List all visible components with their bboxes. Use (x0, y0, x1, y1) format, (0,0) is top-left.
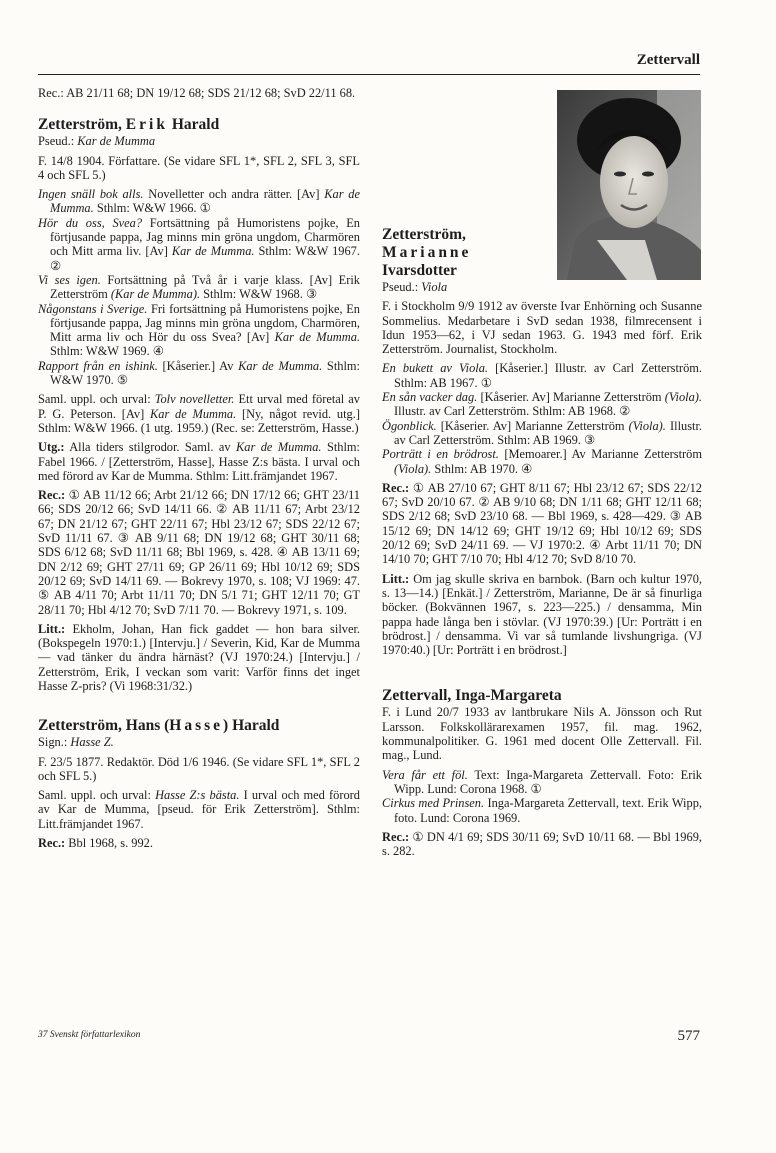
reviews-section: Rec.: ① AB 27/10 67; GHT 8/11 67; Hbl 23/12 67; SDS 22/12 67; SvD 20/10 67. ② AB 9/10 68; DN 1/11 68; GHT 12/11 68; SDS 2/12 68; SvD 23/10 68. — Bbl 1969, s. 428—429. ③ AB 15/12 69; DN 14/12 69; GHT 19/12 69; Hbl 10/12 69; SDS 20/12 69; SvD 24/11 69. — VJ 1970:2. ④ Arbt 11/11 70; DN 14/10 70; GHT 7/10 70; Hbl 4/12 70; SvD 8/10 70. (382, 480, 702, 567)
left-column (38, 86, 360, 850)
entry-heading-erik: Zetterström, Erik Harald (38, 116, 220, 134)
biography: F. 23/5 1877. Redaktör. Död 1/6 1946. (Se vidare SFL 1*, SFL 2 och SFL 5.) (38, 754, 360, 783)
biography: F. 14/8 1904. Författare. (Se vidare SFL 1*, SFL 2, SFL 3, SFL 4 och SFL 5.) (38, 153, 360, 182)
work-item: Vi ses igen. Fortsättning på Två år i varje klass. [Av] Erik Zetterström (Kar de Mumma). Sthlm: W&W 1968. ③ (38, 272, 360, 302)
pseudonym-line: Pseud.: Viola (382, 280, 448, 294)
right-column (382, 226, 702, 858)
work-item: Någonstans i Sverige. Fri fortsättning på Humoristens pojke, En förtjusande pappa, Jag minns min gröna ungdom, Charmören, Mitt arma liv och Hör du oss Svea? [Av] Kar de Mumma. Sthlm: W&W 1969. ④ (38, 301, 360, 359)
page-number: 577 (677, 1028, 700, 1044)
entry-heading-marianne: Zetterström, (382, 226, 466, 243)
work-item: En sån vacker dag. [Kåserier. Av] Marianne Zetterström (Viola). Illustr. av Carl Zetterström. Sthlm: AB 1968. ② (382, 390, 703, 419)
biography: F. i Stockholm 9/9 1912 av överste Ivar Enhörning och Susanne Sommelius. Medarbetare i SvD sedan 1938, filmrecensent i Idun 1953—62, i VJ sedan 1963. G. 1943 med förf. Erik Zetterström. Journalist, Stockholm. (382, 299, 702, 357)
work-item: Cirkus med Prinsen. Inga-Margareta Zettervall, text. Erik Wipp, foto. Lund: Corona 1969. (382, 796, 702, 825)
literature-section: Litt.: Ekholm, Johan, Han fick gaddet — hon bara silver. (Bokspegeln 1970:1.) [Intervju.] / Severin, Kid, Kar de Mumma — vad tänker du ändra härnäst? (VJ 1970:24.) [Intervju.] / Zetterström, Erik, I veckan som varit: Varför finns det inget Hasse Z-pris? (Vi 1968:31/32.) (38, 621, 360, 693)
entry-heading-marianne-surname: Ivarsdotter (382, 262, 457, 279)
work-item: Porträtt i en brödrost. [Memoarer.] Av Marianne Zetterström (Viola). Sthlm: AB 1970. ④ (382, 447, 702, 476)
entry-heading-hans: Zetterström, Hans (Hasse) Harald (38, 717, 280, 735)
signature-mark: 37 Svenskt författarlexikon (38, 1030, 141, 1040)
work-item: Ögonblick. [Kåserier. Av] Marianne Zetterström (Viola). Illustr. av Carl Zetterström. Sthlm: AB 1969. ③ (382, 418, 703, 447)
entry-heading-marianne-given: Marianne (382, 244, 472, 261)
reviews-section: Rec.: ① AB 11/12 66; Arbt 21/12 66; DN 17/12 66; GHT 23/11 66; SDS 20/12 66; SvD 14/11 66. ② AB 11/11 67; Arbt 23/12 67; DN 21/12 67; GHT 22/11 67; Hbl 23/12 67; SDS 22/12 67; SvD 11/11 67. ③ AB 9/11 68; DN 19/12 68; GHT 30/11 68; SDS 6/12 68; SvD 11/11 68; Bbl 1969, s. 428. ④ AB 13/11 69; DN 2/12 69; GHT 27/11 69; GP 26/11 69; Hbl 10/12 69; SDS 20/12 69; SvD 14/11 69. — Bokrevy 1970, s. 108; VJ 1969: 47. ⑤ AB 4/11 70; Arbt 11/11 70; DN 5/1 71; GHT 12/11 70; GT 28/11 70; Hbl 4/12 70; SvD 7/11 70. — Bokrevy 1971, s. 109. (38, 488, 360, 617)
work-item: Rapport från en ishink. [Kåserier.] Av Kar de Mumma. Sthlm: W&W 1970. ⑤ (38, 358, 360, 388)
running-head: Zettervall (636, 52, 700, 68)
literature-section: Litt.: Om jag skulle skriva en barnbok. (Barn och kultur 1970, s. 13—14.) [Enkät.] / Zetterström, Marianne, De är så finurliga böcker. (Bokvännen 1967, s. 223—225.) / densamma, Min pappa hade långa ben i stövlar. (VJ 1970:39.) [Ur: Porträtt i en brödrost.] / densamma. Vi var så tumlande livshungriga. (VJ 1970:40.) [Ur: Porträtt i en brödrost.] (382, 571, 702, 658)
header-rule (38, 74, 700, 75)
work-item: Vera får ett föl. Text: Inga-Margareta Zettervall. Foto: Erik Wipp. Lund: Corona 1968. ① (382, 767, 702, 796)
work-item: Hör du oss, Svea? Fortsättning på Humoristens pojke, En förtjusande pappa, Jag minns min gröna ungdom, Charmören och Mitt arma liv. [Av] Kar de Mumma. Sthlm: W&W 1967. ② (38, 215, 360, 273)
entry-heading-inga: Zettervall, Inga-Margareta (382, 687, 562, 705)
biography: F. i Lund 20/7 1933 av lantbrukare Nils A. Jönsson och Rut Larsson. Folkskollärarexamen 1957, fil. mag. 1962, kommunalpolitiker. G. 1961 med docent Olle Zettervall. Fil. mag., Lund. (382, 705, 702, 763)
collected-editions: Saml. uppl. och urval: Tolv novelletter. Ett urval med företal av P. G. Peterson. [Av] Kar de Mumma. [Ny, något revid. utg.] Sthlm: W&W 1966. (1 utg. 1959.) (Rec. se: Zetterström, Hasse.) (38, 392, 360, 435)
reviews-section: Rec.: Bbl 1968, s. 992. (38, 836, 153, 851)
collected-editions: Saml. uppl. och urval: Hasse Z:s bästa. I urval och med förord av Kar de Mumma, [pseud. för Erik Zetterström]. Sthlm: Litt.främjandet 1967. (38, 788, 360, 831)
previous-entry-reviews: Rec.: AB 21/11 68; DN 19/12 68; SDS 21/12 68; SvD 22/11 68. (38, 86, 356, 100)
reviews-section: Rec.: ① DN 4/1 69; SDS 30/11 69; SvD 10/11 68. — Bbl 1969, s. 282. (382, 829, 702, 859)
signature-line: Sign.: Hasse Z. (38, 735, 114, 750)
editor-section: Utg.: Alla tiders stilgrodor. Saml. av Kar de Mumma. Sthlm: Fabel 1966. / [Zetterström, Hasse], Hasse Z:s bästa. I urval och med förord av Kar de Mumma. Sthlm: Litt.främjandet 1967. (38, 440, 360, 483)
work-item: Ingen snäll bok alls. Novelletter och andra rätter. [Av] Kar de Mumma. Sthlm: W&W 1966. ① (38, 187, 360, 216)
pseudonym-line: Pseud.: Kar de Mumma (38, 134, 156, 149)
work-item: En bukett av Viola. [Kåserier.] Illustr. av Carl Zetterström. Sthlm: AB 1967. ① (382, 361, 702, 390)
